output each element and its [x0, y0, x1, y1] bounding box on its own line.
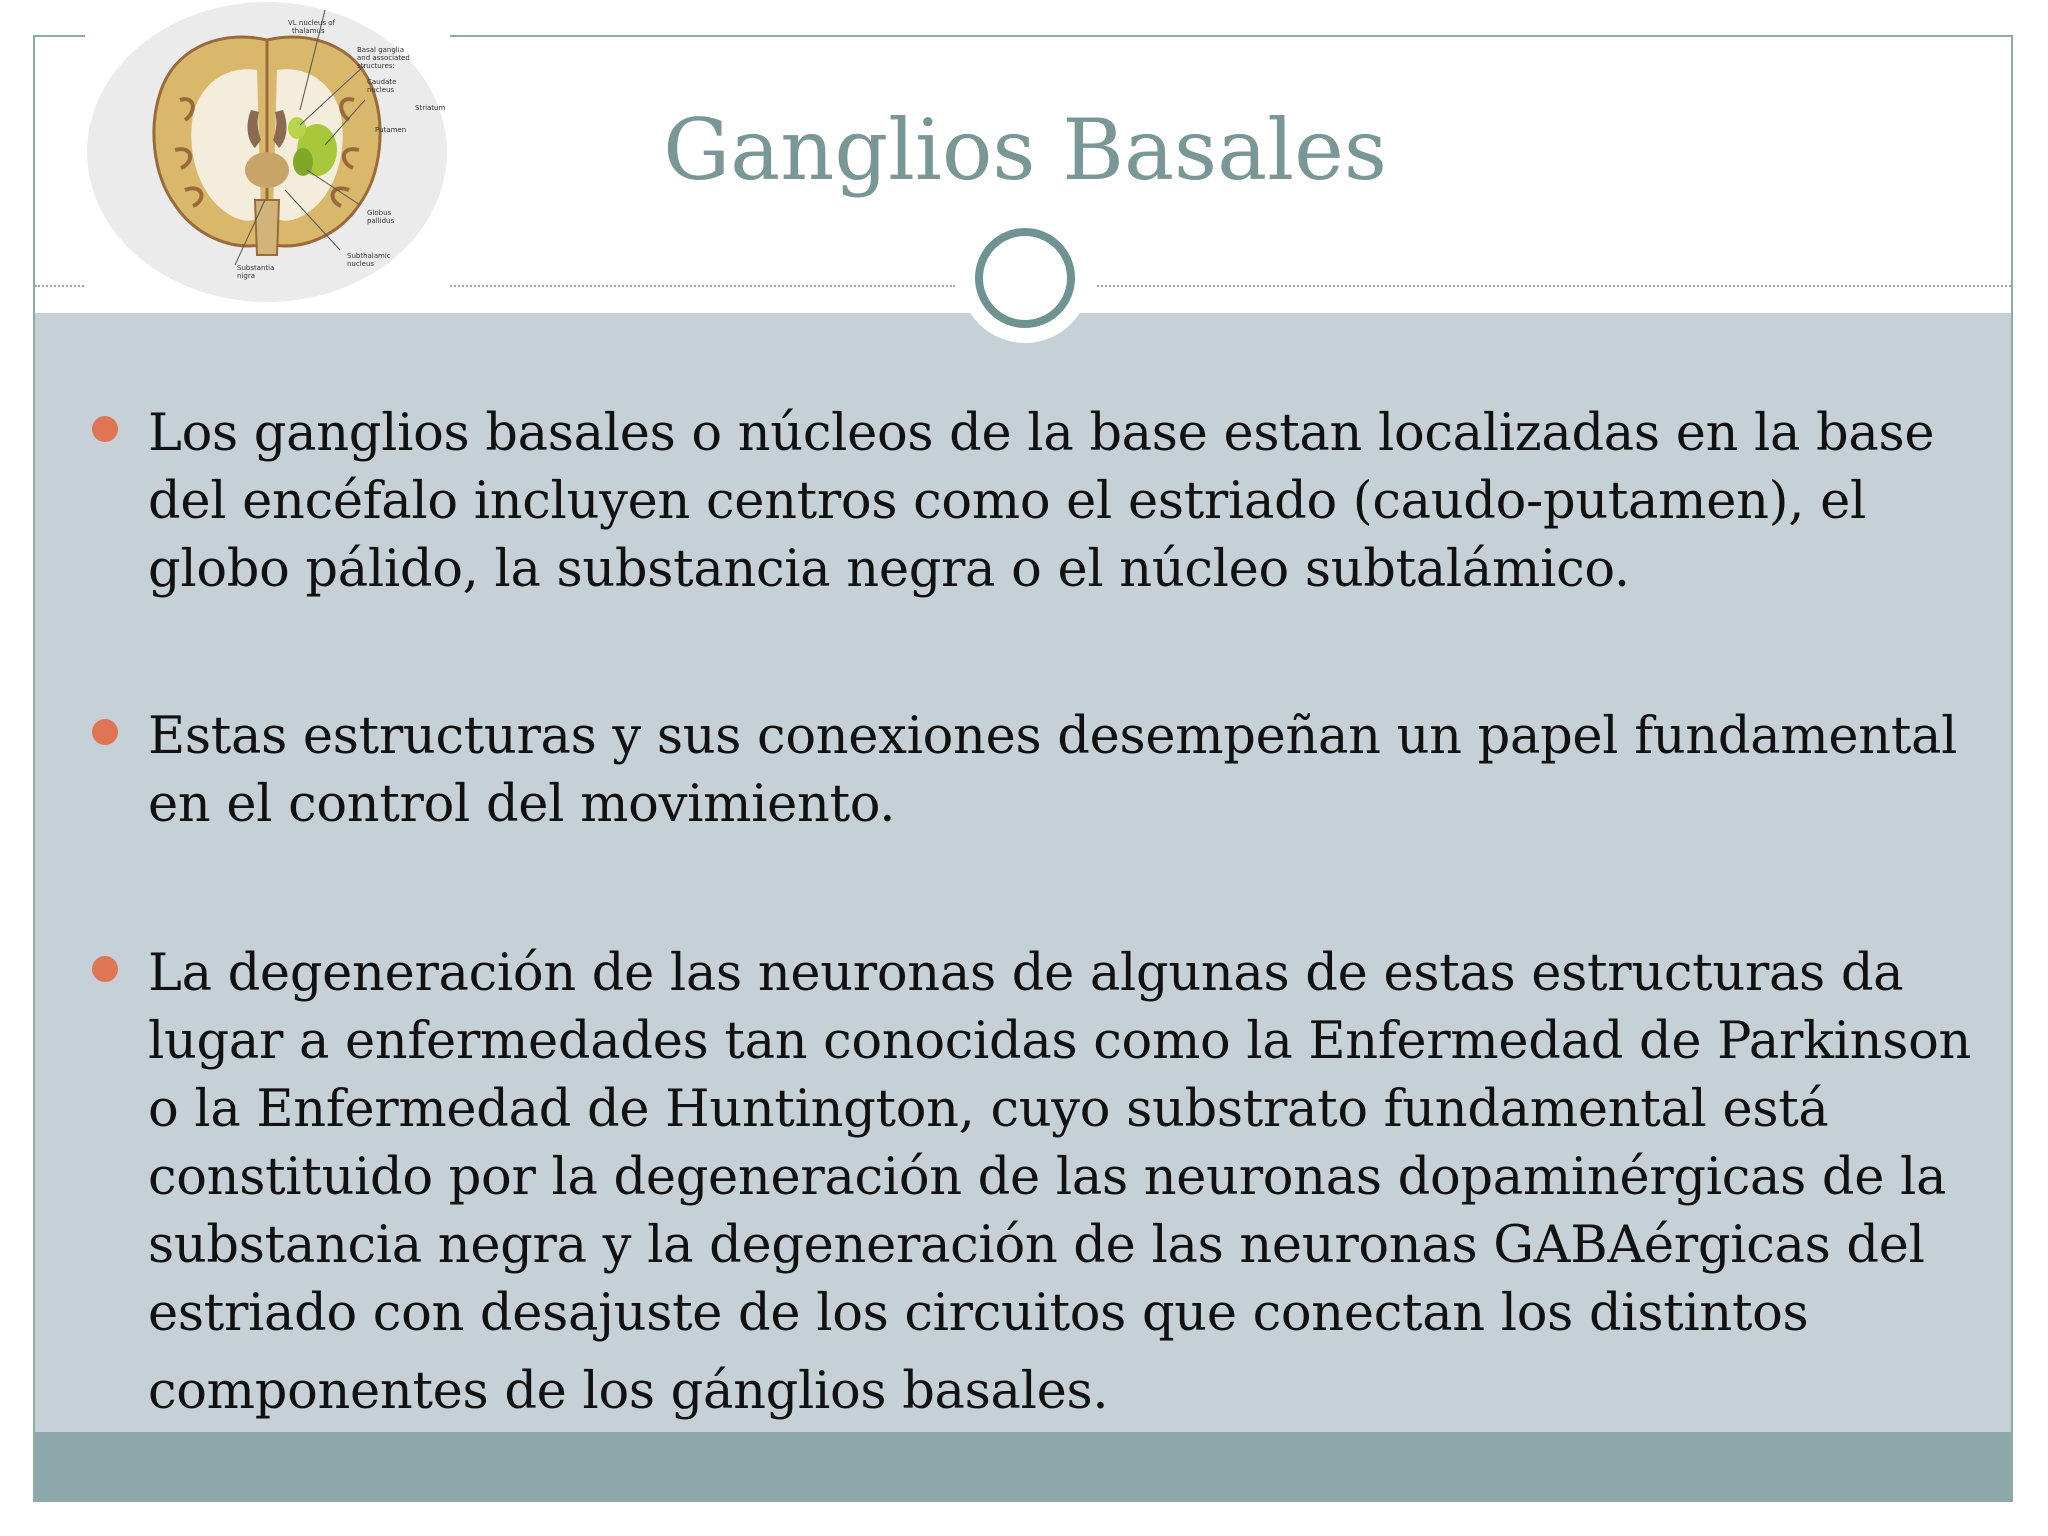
- brain-section-image: [85, 0, 450, 305]
- bullet-dot-icon: [92, 719, 118, 745]
- bullet-line: del encéfalo incluyen centros como el estriado (caudo-putamen), el: [148, 472, 1866, 531]
- bullet-dot-icon: [92, 956, 118, 982]
- svg-text:Striatum: Striatum: [415, 104, 446, 112]
- svg-text:thalamus: thalamus: [292, 27, 325, 35]
- svg-text:Putamen: Putamen: [375, 126, 407, 134]
- bullet-line: Los ganglios basales o núcleos de la base estan localizadas en la base: [148, 404, 1935, 463]
- bullet-line: La degeneración de las neuronas de algunas de estas estructuras da: [148, 944, 1904, 1003]
- svg-text:VL nucleus of: VL nucleus of: [288, 19, 335, 27]
- title-divider-right: [1097, 285, 2011, 287]
- bullet-line: estriado con desajuste de los circuitos que conectan los distintos: [148, 1284, 1809, 1343]
- svg-text:and associated: and associated: [357, 54, 410, 62]
- svg-text:Caudate: Caudate: [367, 78, 397, 86]
- bullet-item: [148, 940, 1988, 1426]
- svg-text:nigra: nigra: [237, 272, 255, 280]
- bullet-line: globo pálido, la substancia negra o el núcleo subtalámico.: [148, 540, 1630, 599]
- svg-text:Subthalamic: Subthalamic: [347, 252, 391, 260]
- bullet-item: [148, 400, 1988, 604]
- svg-text:Substantia: Substantia: [237, 264, 275, 272]
- bullet-line: constituido por la degeneración de las neuronas dopaminérgicas de la: [148, 1148, 1947, 1207]
- brain-section-illustration: [85, 0, 450, 305]
- svg-text:nucleus: nucleus: [367, 86, 395, 94]
- bullet-line: o la Enfermedad de Huntington, cuyo substrato fundamental está: [148, 1080, 1829, 1139]
- svg-text:Basal ganglia: Basal ganglia: [357, 46, 404, 54]
- circle-ornament-icon: [975, 228, 1075, 328]
- bullet-item: [148, 703, 1988, 839]
- svg-text:Globus: Globus: [367, 209, 392, 217]
- footer-band: [35, 1432, 2011, 1500]
- svg-text:pallidus: pallidus: [367, 217, 395, 225]
- bullet-line: Estas estructuras y sus conexiones desempeñan un papel fundamental: [148, 707, 1958, 766]
- bullet-line: lugar a enfermedades tan conocidas como la Enfermedad de Parkinson: [148, 1012, 1972, 1071]
- svg-text:structures:: structures:: [357, 62, 395, 70]
- svg-text:nucleus: nucleus: [347, 260, 375, 268]
- bullet-dot-icon: [92, 416, 118, 442]
- slide-title: Ganglios Basales: [663, 101, 1387, 199]
- bullet-line: componentes de los gánglios basales.: [148, 1362, 1109, 1421]
- bullet-line: substancia negra y la degeneración de las neuronas GABAérgicas del: [148, 1216, 1925, 1275]
- bullet-line: en el control del movimiento.: [148, 775, 896, 834]
